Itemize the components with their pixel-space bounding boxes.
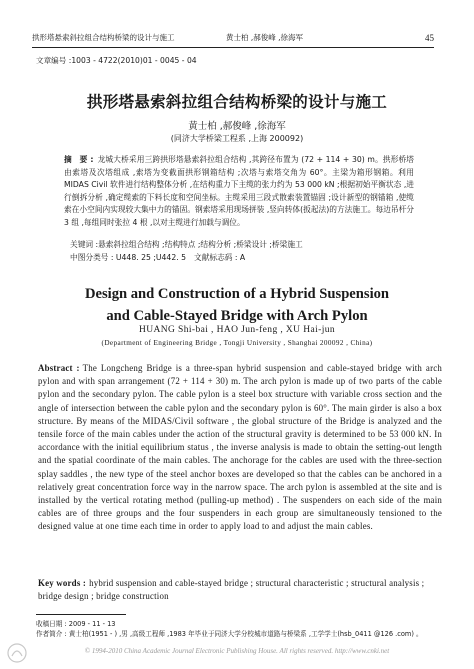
page-number: 45 — [425, 33, 434, 43]
chinese-keywords-text: 悬索斜拉组合结构 ;结构特点 ;结构分析 ;桥梁设计 ;桥梁施工 — [98, 240, 303, 249]
document-code: 文献标志码 : A — [194, 253, 246, 262]
english-title-line-1: Design and Construction of a Hybrid Suspension — [84, 286, 390, 302]
english-abstract-text: The Longcheng Bridge is a three-span hybrid suspension and cable-stayed bridge with arch pylon and with span arrangement (72 + 114 + 30) m. The arch pylon is made up of two parts of the cable pylon and the secondary pylon. The cable pylon is a steel box structure with variable cross section and the angle of intersection between the cable pylon and the secondary pylon is 60°. The main girder is also a box structure. By means of the MIDAS/Civil software , the global structure of the Bridge is analyzed and the tensile force of the main cables under the action of the structural gravity is determined to be 53 000 kN. In accordance with the initial equilibrium status , the inverse analysis is made to obtain the setting-out length and the spatial coordinate of the main cables. The anchorage for the cables are used with the three-section splay saddles , the new type of the steel anchor boxes are developed so that the cables can be anchored in a relatively great concentration force way in the narrow space. The arch pylon is assembled at the site and is installed by the vertical rotating method (pulling-up method) . The suspenders on each side of the main cables are of three groups and the four suspenders in each group are simultaneously tensioned to the designed value at one time each time in order to apply load to and adjust the main cables. — [38, 363, 442, 532]
footnote-divider — [36, 614, 126, 615]
english-abstract — [38, 362, 442, 534]
chinese-affiliation: (同济大学桥梁工程系 ,上海 200092) — [170, 134, 304, 143]
english-affiliation: (Department of Engineering Bridge , Tongji University , Shanghai 200092 , China) — [101, 339, 373, 347]
author-bio: 作者简介 : 黄士柏(1951 - ) ,男 ,高级工程师 ,1983 年毕业于同济大学分校城市道路与桥梁系 ,工学学士(hsb_0411 @126 .com) 。 — [36, 630, 423, 638]
running-header-title: 拱形塔悬索斜拉组合结构桥梁的设计与施工 — [32, 33, 175, 42]
english-keywords-label: Key words : — [38, 578, 87, 588]
article-number: 文章编号 :1003 - 4722(2010)01 - 0045 - 04 — [36, 56, 197, 65]
chinese-abstract — [64, 154, 414, 229]
english-keywords-text: hybrid suspension and cable-stayed bridge ; structural characteristic ; structural analysis ; bridge design ; bridge construction — [38, 578, 425, 602]
running-header — [32, 31, 434, 45]
chinese-abstract-text: 龙城大桥采用三跨拱形塔悬索斜拉组合结构 ,其跨径布置为 (72 + 114 + 30) m。拱形桥塔由索塔及次塔组成 ,索塔为变截面拱形钢箱结构 ;次塔与索塔交角为 60°。主梁为箱形钢箱。利用 MIDAS Civil 软件进行结构整体分析 ,在结构重力下主缆的张力约为 53 000 kN ;根据初始平衡状态 ,进行倒拆分析 ,确定缆索的下料长度和空间坐标。主缆采用三段式散索装置锚固 ;设计新型的钢锚箱 ,使缆索在小空间内实现较大集中力的锚固。钢索塔采用现场拼装 ,竖向转体(扳起法)的方法施工。每边吊杆分 3 组 ,每组同时张拉 4 根 ,以对主缆进行加载与调位。 — [64, 155, 414, 227]
chinese-title: 拱形塔悬索斜拉组合结构桥梁的设计与施工 — [86, 93, 388, 111]
running-header-authors: 黄士柏 ,郝俊峰 ,徐海军 — [226, 33, 304, 42]
received-date: 收稿日期 : 2009 - 11 - 13 — [36, 620, 116, 628]
english-title — [0, 283, 474, 327]
copyright-notice: © 1994-2010 China Academic Journal Electronic Publishing House. All rights reserved. http://www.cnki.net — [84, 647, 390, 655]
english-keywords — [38, 577, 442, 603]
chinese-keywords-label: 关键词 : — [70, 240, 99, 249]
english-title-line-2: and Cable-Stayed Bridge with Arch Pylon — [106, 308, 368, 324]
english-abstract-label: Abstract : — [38, 363, 80, 373]
chinese-keywords — [70, 239, 303, 250]
chinese-abstract-label: 摘 要 : — [64, 155, 94, 164]
english-authors: HUANG Shi-bai , HAO Jun-feng , XU Hai-jun — [138, 325, 336, 335]
header-divider — [32, 47, 434, 48]
chinese-authors: 黄士柏 ,郝俊峰 ,徐海军 — [188, 121, 286, 132]
clc-number: 中图分类号 : U448. 25 ;U442. 5 — [70, 253, 186, 262]
